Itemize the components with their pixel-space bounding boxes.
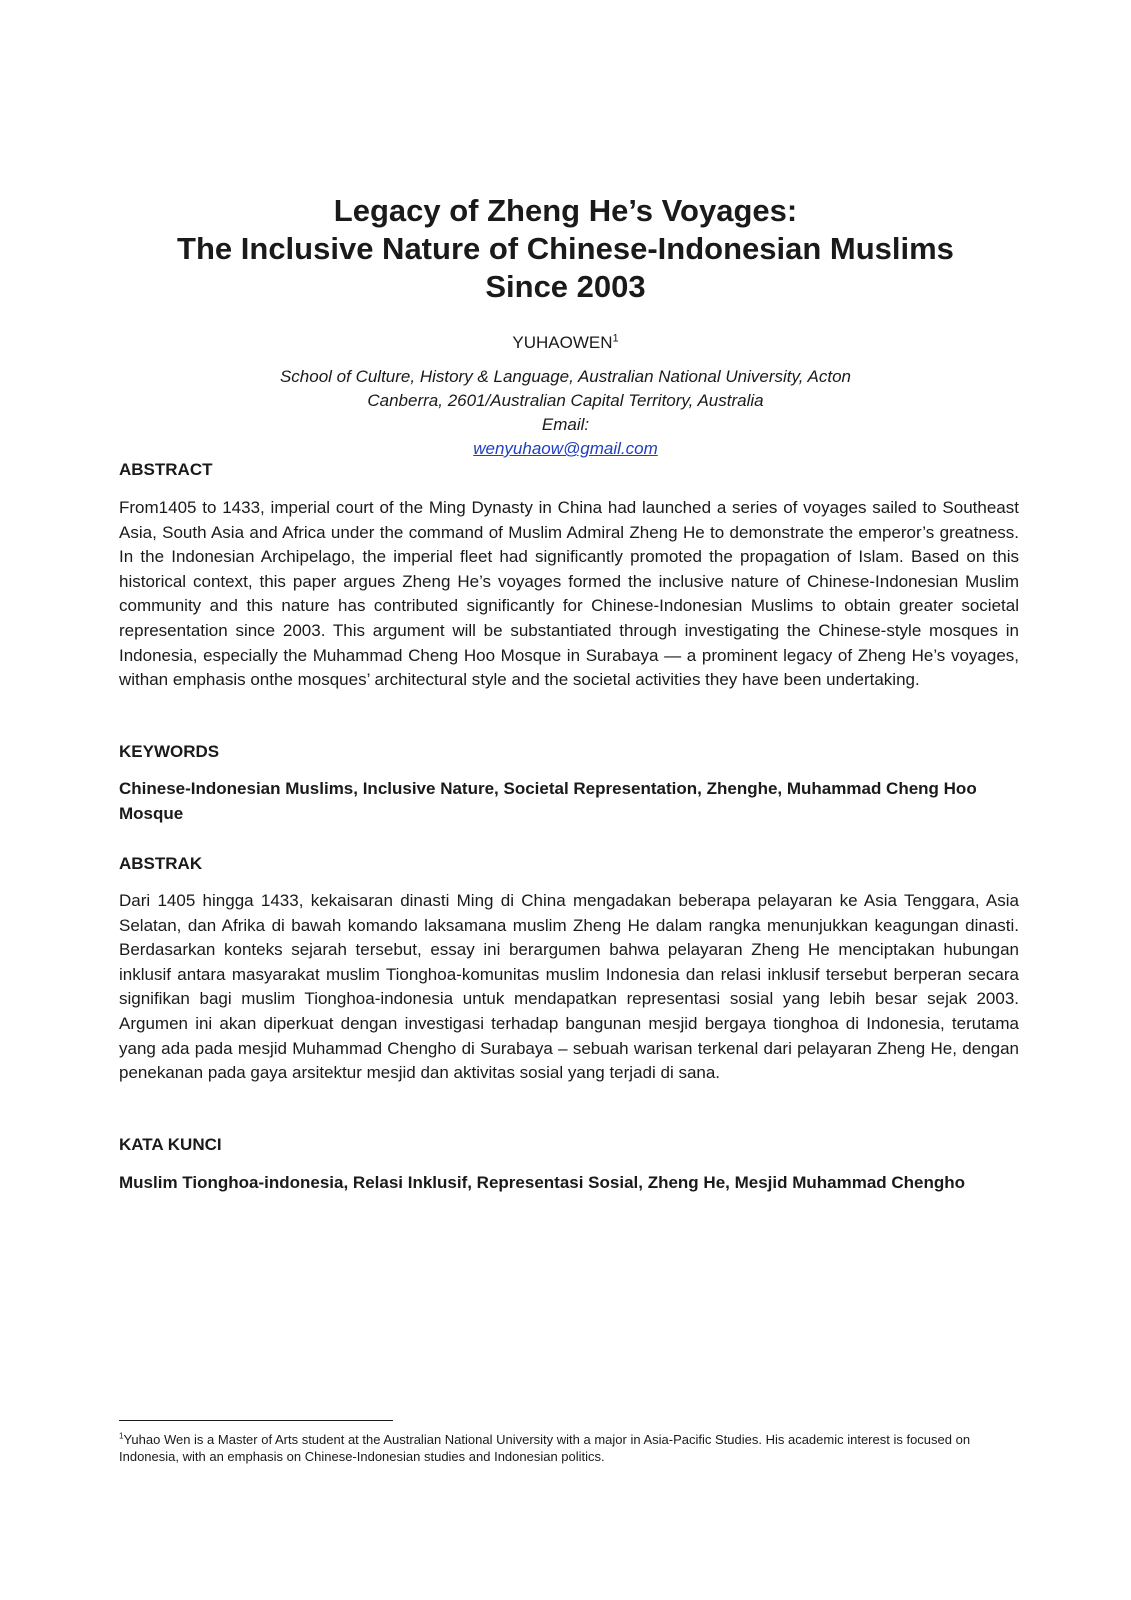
title-line-3: Since 2003	[485, 269, 646, 304]
kata-kunci-heading: KATA KUNCI	[119, 1135, 222, 1154]
email-link[interactable]: wenyuhaow@gmail.com	[473, 439, 658, 458]
footnote	[119, 1431, 999, 1465]
footnote-text: Yuhao Wen is a Master of Arts student at the Australian National University with a major in Asia-Pacific Studies. His academic interest is focused on Indonesia, with an emphasis on Chinese-Indonesian studies and Indonesian politics.	[119, 1432, 971, 1464]
kata-kunci-text: Muslim Tionghoa-indonesia, Relasi Inklusif, Representasi Sosial, Zheng He, Mesjid Muhammad Chengho	[119, 1173, 966, 1192]
keywords-text: Chinese-Indonesian Muslims, Inclusive Nature, Societal Representation, Zhenghe, Muhammad Cheng Hoo Mosque	[119, 779, 977, 823]
abstrak-text: Dari 1405 hingga 1433, kekaisaran dinasti Ming di China mengadakan beberapa pelayaran ke Asia Tenggara, Asia Selatan, dan Afrika di bawah komando laksamana muslim Zheng He dalam rangka menunjukkan keagungan dinasti. Berdasarkan konteks sejarah tersebut, essay ini berargumen bahwa pelayaran Zheng He menciptakan hubungan inklusif antara masyarakat muslim Tionghoa-komunitas muslim Indonesia dan relasi inklusif tersebut berperan secara signifikan bagi muslim Tionghoa-indonesia untuk mendapatkan representasi sosial yang lebih besar sejak 2003. Argumen ini akan diperkuat dengan investigasi terhadap bangunan mesjid bergaya tionghoa di Indonesia, terutama yang ada pada mesjid Muhammad Chengho di Surabaya – sebuah warisan terkenal dari pelayaran Zheng He, dengan penekanan pada gaya arsitektur mesjid dan aktivitas sosial yang terjadi di sana.	[119, 891, 1019, 1083]
paper-title	[0, 192, 1131, 306]
affiliation-line-1: School of Culture, History & Language, Australian National University, Acton	[279, 367, 852, 386]
footnote-mark: 1	[119, 1431, 124, 1441]
email-label: Email:	[541, 415, 590, 434]
affiliation-line-2: Canberra, 2601/Australian Capital Territory, Australia	[367, 391, 764, 410]
footnote-divider	[119, 1420, 393, 1421]
author-footnote-mark[interactable]: 1	[612, 332, 619, 345]
author-line	[0, 332, 1131, 354]
abstrak-heading: ABSTRAK	[119, 854, 203, 873]
abstract-heading: ABSTRACT	[119, 460, 213, 479]
title-line-2: The Inclusive Nature of Chinese-Indonesian Muslims	[177, 231, 954, 266]
author-name: YUHAOWEN	[512, 333, 613, 352]
keywords-heading: KEYWORDS	[119, 742, 220, 761]
title-line-1: Legacy of Zheng He’s Voyages:	[333, 193, 798, 228]
abstract-text: From1405 to 1433, imperial court of the Ming Dynasty in China had launched a series of voyages sailed to Southeast Asia, South Asia and Africa under the command of Muslim Admiral Zheng He to demonstrate the emperor’s greatness. In the Indonesian Archipelago, the imperial fleet had significantly promoted the propagation of Islam. Based on this historical context, this paper argues Zheng He’s voyages formed the inclusive nature of Chinese-Indonesian Muslim community and this nature has contributed significantly for Chinese-Indonesian Muslims to obtain greater societal representation since 2003. This argument will be substantiated through investigating the Chinese-style mosques in Indonesia, especially the Muhammad Cheng Hoo Mosque in Surabaya — a prominent legacy of Zheng He’s voyages, withan emphasis onthe mosques’ architectural style and the societal activities they have been undertaking.	[119, 498, 1019, 690]
affiliation-email-line	[0, 413, 1131, 461]
affiliation	[0, 365, 1131, 461]
